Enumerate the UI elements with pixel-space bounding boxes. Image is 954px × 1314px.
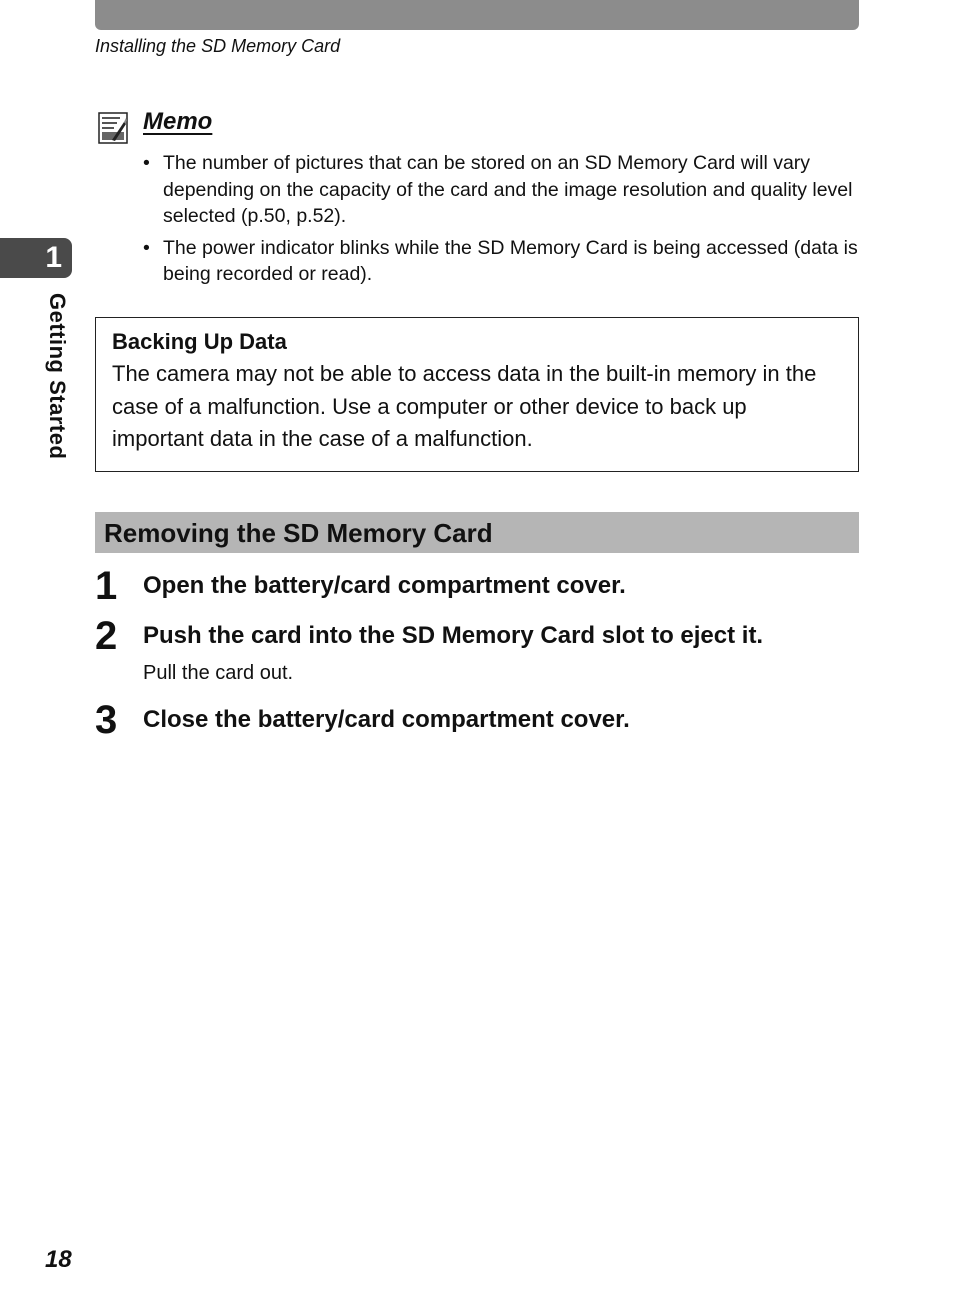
step-subtext: Pull the card out.: [143, 662, 294, 684]
caution-text: The camera may not be able to access data in the built-in memory in the case of a malfunction. Use a computer or other device to back up important data in the case of a malfunction.: [112, 361, 817, 451]
memo-icon: [98, 112, 128, 144]
list-item: • The power indicator blinks while the SD Memory Card is being accessed (data is being recorded or read).: [143, 235, 858, 288]
memo-list: [143, 150, 858, 293]
chapter-title: Getting Started: [45, 293, 70, 460]
running-header: Installing the SD Memory Card: [95, 36, 341, 56]
chapter-tab: [0, 238, 72, 278]
step-number: 3: [95, 698, 118, 742]
step-text: Close the battery/card compartment cover.: [143, 706, 630, 733]
caution-title: Backing Up Data: [112, 329, 287, 354]
list-item: • The number of pictures that can be stored on an SD Memory Card will vary depending on the capacity of the card and the image resolution and quality level selected (p.50, p.52).: [143, 150, 858, 230]
memo-title: Memo: [143, 108, 213, 135]
step-text: Push the card into the SD Memory Card slot to eject it.: [143, 622, 764, 649]
caution-box: [95, 317, 859, 472]
page-number: 18: [45, 1246, 72, 1273]
section-heading: Removing the SD Memory Card: [95, 512, 859, 553]
step-text: Open the battery/card compartment cover.: [143, 572, 626, 599]
step-number: 2: [95, 614, 118, 658]
chapter-number: 1: [45, 241, 62, 274]
step-number: 1: [95, 564, 118, 608]
header-bar: [95, 0, 859, 30]
